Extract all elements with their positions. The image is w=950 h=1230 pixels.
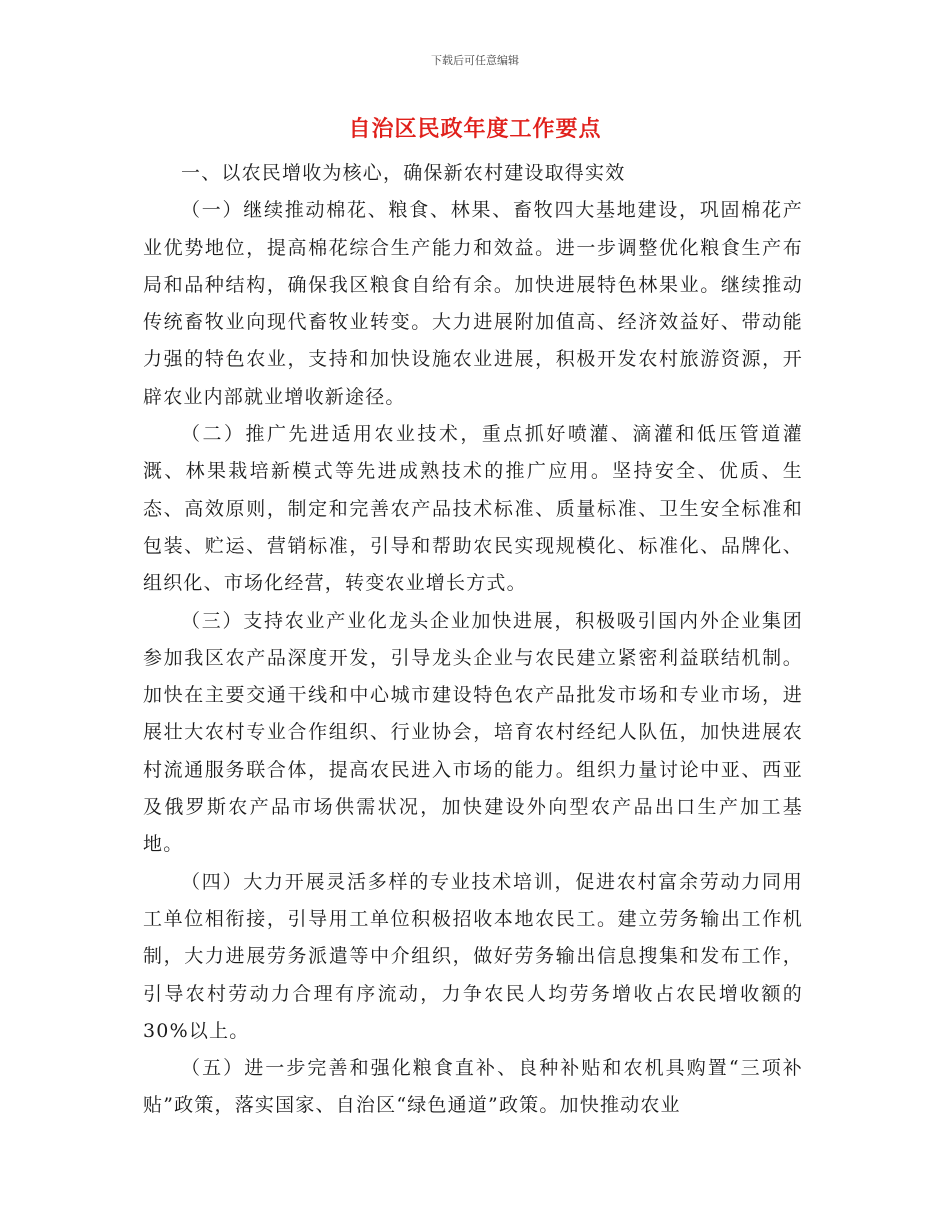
paragraph-5: （五）进一步完善和强化粮食直补、良种补贴和农机具购置“三项补贴”政策，落实国家、自治区“绿色通道”政策。加快推动农业 bbox=[143, 1057, 803, 1117]
document-title: 自治区民政年度工作要点 bbox=[348, 116, 602, 142]
section-heading: 一、以农民增收为核心，确保新农村建设取得实效 bbox=[181, 162, 626, 184]
page-header: 下载后可任意编辑 bbox=[431, 54, 519, 67]
paragraph-2: （二）推广先进适用农业技术，重点抓好喷灌、滴灌和低压管道灌溉、林果栽培新模式等先进成熟技术的推广应用。坚持安全、优质、生态、高效原则，制定和完善农产品技术标准、质量标准、卫生安全标准和包装、贮运、营销标准，引导和帮助农民实现规模化、标准化、品牌化、组织化、市场化经营，转变农业增长方式。 bbox=[143, 423, 803, 595]
paragraph-1: （一）继续推动棉花、粮食、林果、畜牧四大基地建设，巩固棉花产业优势地位，提高棉花综合生产能力和效益。进一步调整优化粮食生产布局和品种结构，确保我区粮食自给有余。加快进展特色林果业。继续推动传统畜牧业向现代畜牧业转变。大力进展附加值高、经济效益好、带动能力强的特色农业，支持和加快设施农业进展，积极开发农村旅游资源，开辟农业内部就业增收新途径。 bbox=[143, 199, 803, 408]
paragraph-3: （三）支持农业产业化龙头企业加快进展，积极吸引国内外企业集团参加我区农产品深度开发，引导龙头企业与农民建立紧密利益联结机制。加快在主要交通干线和中心城市建设特色农产品批发市场和专业市场，进展壮大农村专业合作组织、行业协会，培育农村经纪人队伍，加快进展农村流通服务联合体，提高农民进入市场的能力。组织力量讨论中亚、西亚及俄罗斯农产品市场供需状况，加快建设外向型农产品出口生产加工基地。 bbox=[143, 609, 803, 856]
document-body bbox=[143, 155, 803, 1125]
paragraph-4: （四）大力开展灵活多样的专业技术培训，促进农村富余劳动力同用工单位相衔接，引导用工单位积极招收本地农民工。建立劳务输出工作机制，大力进展劳务派遣等中介组织，做好劳务输出信息搜集和发布工作，引导农村劳动力合理有序流动，力争农民人均劳务增收占农民增收额的30%以上。 bbox=[143, 870, 803, 1042]
